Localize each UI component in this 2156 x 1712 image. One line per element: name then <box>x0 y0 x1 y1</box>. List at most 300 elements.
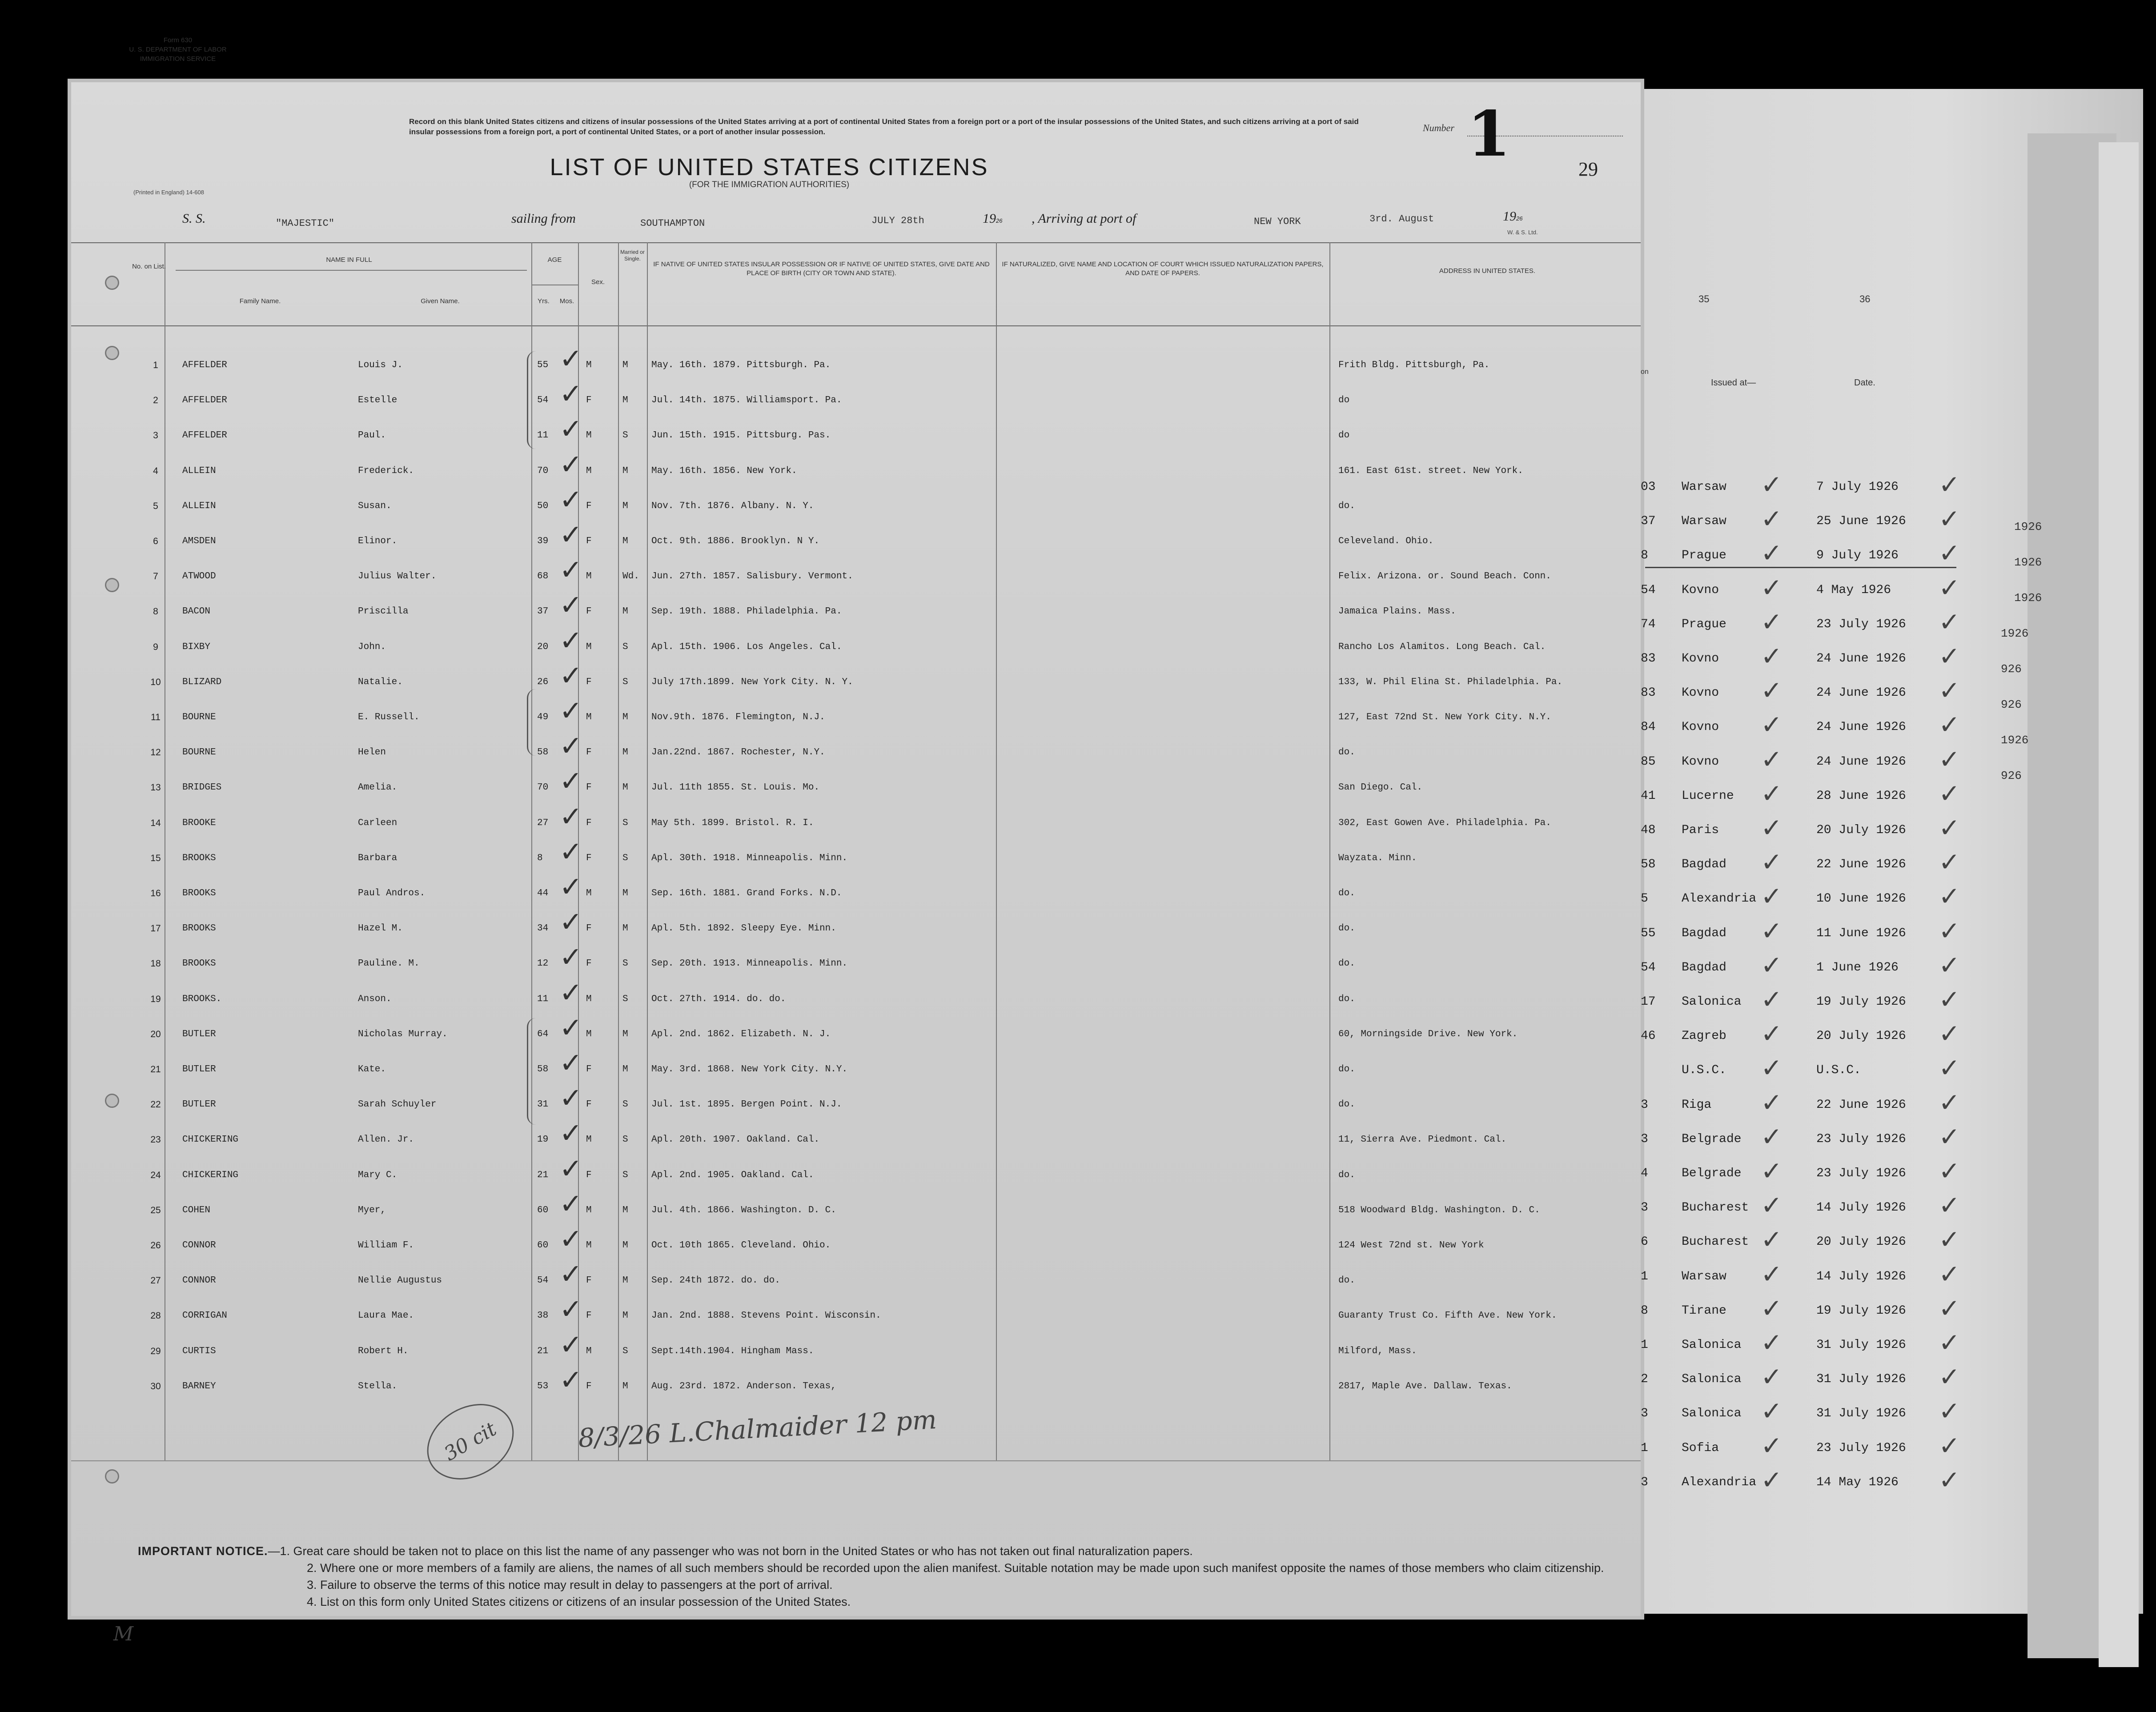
check-mark-icon: ✓ <box>559 589 582 621</box>
issued-place: Prague <box>1682 617 1726 631</box>
list-item <box>0 982 2156 1016</box>
us-address: 133, W. Phil Elina St. Philadelphia. Pa. <box>1338 677 1563 687</box>
issued-place: Bucharest <box>1682 1235 1749 1249</box>
given-name: Carleen <box>358 818 397 828</box>
col-naturalized: IF NATURALIZED, GIVE NAME AND LOCATION OF COURT WHICH ISSUED NATURALIZATION PAPERS, AND DATE OF PAPERS. <box>1002 261 1324 277</box>
row-number: 4 <box>153 465 158 476</box>
age-years: 44 <box>537 888 549 898</box>
given-name: William F. <box>358 1240 414 1251</box>
us-address: 124 West 72nd st. New York <box>1338 1240 1484 1251</box>
side-note: 1926 <box>2014 591 2042 605</box>
birth-date-place: Apl. 20th. 1907. Oakland. Cal. <box>651 1135 820 1145</box>
us-address: Wayzata. Minn. <box>1338 853 1417 863</box>
age-years: 31 <box>537 1099 549 1110</box>
check-mark-icon: ✓ <box>559 1293 582 1326</box>
age-years: 64 <box>537 1029 549 1039</box>
issued-date: 7 July 1926 <box>1816 480 1899 494</box>
birth-date-place: May 5th. 1899. Bristol. R. I. <box>651 818 814 828</box>
us-address: do. <box>1338 888 1355 898</box>
birth-date-place: Sep. 19th. 1888. Philadelphia. Pa. <box>651 606 842 617</box>
check-mark-icon: ✓ <box>1939 813 1960 843</box>
issued-place: Kovno <box>1682 686 1719 700</box>
check-mark-icon: ✓ <box>1939 1121 1960 1152</box>
issued-date: 24 June 1926 <box>1816 720 1906 734</box>
us-address: Felix. Arizona. or. Sound Beach. Conn. <box>1338 571 1551 582</box>
given-name: Frederick. <box>358 465 414 476</box>
row-number: 19 <box>150 994 161 1004</box>
punch-hole <box>105 346 119 360</box>
row-number: 13 <box>150 782 161 793</box>
sex: F <box>586 536 592 546</box>
sex: F <box>586 1064 592 1075</box>
marital-status: S <box>622 994 628 1004</box>
marital-status: M <box>622 606 628 617</box>
given-name: Kate. <box>358 1064 386 1075</box>
age-years: 34 <box>537 923 549 934</box>
marital-status: S <box>622 677 628 687</box>
given-name: Paul Andros. <box>358 888 426 898</box>
row-number: 37 <box>1641 514 1656 529</box>
check-mark-icon: ✓ <box>1939 1053 1960 1083</box>
issued-date: 20 July 1926 <box>1816 823 1906 837</box>
issued-date: 31 July 1926 <box>1816 1372 1906 1387</box>
marital-status: M <box>622 1311 628 1321</box>
marital-status: M <box>622 360 628 370</box>
check-mark-icon: ✓ <box>1939 710 1960 740</box>
row-number: 7 <box>153 571 158 582</box>
check-mark-icon: ✓ <box>1939 984 1960 1014</box>
check-mark-icon: ✓ <box>1761 1362 1783 1392</box>
us-address: 161. East 61st. street. New York. <box>1338 465 1523 476</box>
issued-place: Riga <box>1682 1098 1712 1112</box>
issued-date: 31 July 1926 <box>1816 1338 1906 1352</box>
us-address: do. <box>1338 1064 1355 1075</box>
check-mark-icon: ✓ <box>1761 710 1783 740</box>
check-mark-icon: ✓ <box>559 906 582 938</box>
check-mark-icon: ✓ <box>559 448 582 481</box>
issued-place: Lucerne <box>1682 789 1734 803</box>
age-years: 54 <box>537 1275 549 1286</box>
family-name: CORRIGAN <box>182 1311 227 1321</box>
birth-date-place: Oct. 9th. 1886. Brooklyn. N Y. <box>651 536 820 546</box>
marital-status: M <box>622 465 628 476</box>
marital-status: Wd. <box>622 571 639 582</box>
check-mark-icon: ✓ <box>1761 1259 1783 1289</box>
service-name: IMMIGRATION SERVICE <box>140 55 216 63</box>
check-mark-icon: ✓ <box>1939 572 1960 603</box>
row-number: 74 <box>1641 617 1656 631</box>
col-36-label: 36 <box>1859 293 1871 305</box>
age-years: 20 <box>537 641 549 652</box>
issued-place: Salonica <box>1682 995 1742 1009</box>
notice-item: 3. Failure to observe the terms of this notice may result in delay to passengers at the port of arrival. <box>307 1578 833 1592</box>
check-mark-icon: ✓ <box>559 1082 582 1115</box>
sex: F <box>586 1311 592 1321</box>
check-mark-icon: ✓ <box>559 413 582 445</box>
issued-date: 23 July 1926 <box>1816 1441 1906 1455</box>
sex: F <box>586 1099 592 1110</box>
punch-hole <box>105 276 119 290</box>
check-mark-icon: ✓ <box>1939 1156 1960 1186</box>
family-name: BACON <box>182 606 211 617</box>
issued-place: Bucharest <box>1682 1201 1749 1215</box>
issued-place: Bagdad <box>1682 926 1726 940</box>
row-number: 3 <box>1641 1098 1648 1112</box>
check-mark-icon: ✓ <box>1761 1190 1783 1221</box>
check-mark-icon: ✓ <box>1761 881 1783 912</box>
family-name: BLIZARD <box>182 677 222 687</box>
check-mark-icon: ✓ <box>1761 1087 1783 1118</box>
issued-date: 4 May 1926 <box>1816 583 1891 597</box>
check-mark-icon: ✓ <box>1761 1053 1783 1083</box>
issued-date: 14 May 1926 <box>1816 1475 1899 1489</box>
check-mark-icon: ✓ <box>1761 675 1783 706</box>
issued-date: 19 July 1926 <box>1816 1303 1906 1318</box>
col-family-name: Family Name. <box>239 297 281 305</box>
family-name: BUTLER <box>182 1064 216 1075</box>
check-mark-icon: ✓ <box>1761 641 1783 671</box>
row-number: 21 <box>150 1064 161 1075</box>
list-item <box>0 810 2156 844</box>
issued-date: 23 July 1926 <box>1816 1167 1906 1180</box>
side-note: 926 <box>2001 662 2022 676</box>
col-age: AGE <box>547 256 562 264</box>
list-item <box>0 1291 2156 1325</box>
given-name: Louis J. <box>358 360 403 370</box>
given-name: Julius Walter. <box>358 571 437 582</box>
check-mark-icon: ✓ <box>559 624 582 657</box>
issued-place: Warsaw <box>1682 1269 1726 1283</box>
check-mark-icon: ✓ <box>1939 847 1960 878</box>
birth-date-place: Apl. 5th. 1892. Sleepy Eye. Minn. <box>651 923 836 934</box>
check-mark-icon: ✓ <box>1939 744 1960 774</box>
printer-mark: W. & S. Ltd. <box>1507 229 1538 236</box>
check-mark-icon: ✓ <box>559 1223 582 1255</box>
row-number: 6 <box>153 536 158 546</box>
sex: M <box>586 430 592 441</box>
issued-date: 20 July 1926 <box>1816 1235 1906 1249</box>
family-name: BUTLER <box>182 1099 216 1110</box>
age-years: 70 <box>537 465 549 476</box>
issued-date: U.S.C. <box>1816 1063 1861 1078</box>
side-note: 1926 <box>2014 556 2042 569</box>
age-years: 68 <box>537 571 549 582</box>
sex: M <box>586 1029 592 1039</box>
list-item <box>0 467 2156 501</box>
issued-place: Bagdad <box>1682 960 1726 974</box>
col-mos: Mos. <box>559 297 574 305</box>
row-number: 18 <box>150 958 161 969</box>
given-name: Pauline. M. <box>358 958 420 969</box>
check-mark-icon: ✓ <box>1761 1430 1783 1461</box>
marital-status: M <box>622 1064 628 1075</box>
marital-status: M <box>622 747 628 758</box>
issued-place: Zagreb <box>1682 1029 1726 1043</box>
issued-date: 1 June 1926 <box>1816 960 1899 974</box>
arriving-label: , Arriving at port of <box>1032 211 1136 226</box>
birth-date-place: Apl. 2nd. 1905. Oakland. Cal. <box>651 1170 814 1180</box>
row-number: 8 <box>1641 1303 1648 1318</box>
col-yrs: Yrs. <box>538 297 550 305</box>
check-mark-icon: ✓ <box>1761 538 1783 569</box>
birth-date-place: Sept.14th.1904. Hingham Mass. <box>651 1346 814 1356</box>
issued-date: 24 June 1926 <box>1816 754 1906 769</box>
list-item <box>0 1085 2156 1119</box>
row-number: 10 <box>150 677 161 687</box>
row-number: 3 <box>153 430 158 441</box>
family-name: BROOKS <box>182 853 216 863</box>
table-row <box>0 413 1645 452</box>
col-given-name: Given Name. <box>421 297 460 305</box>
marital-status: S <box>622 1135 628 1145</box>
row-number: 26 <box>150 1240 161 1251</box>
check-mark-icon: ✓ <box>1761 504 1783 534</box>
list-item <box>0 878 2156 913</box>
issued-date: 9 July 1926 <box>1816 549 1899 563</box>
us-address: do <box>1338 430 1350 441</box>
list-item <box>0 913 2156 947</box>
us-address: 60, Morningside Drive. New York. <box>1338 1029 1518 1039</box>
check-mark-icon: ✓ <box>559 800 582 833</box>
sex: M <box>586 994 592 1004</box>
us-address: do. <box>1338 1275 1355 1286</box>
row-number: 3 <box>1641 1201 1648 1215</box>
birth-date-place: July 17th.1899. New York City. N. Y. <box>651 677 853 687</box>
row-number: 5 <box>153 501 158 511</box>
sex: M <box>586 641 592 652</box>
age-years: 26 <box>537 677 549 687</box>
row-number: 83 <box>1641 652 1656 666</box>
notice-item: 4. List on this form only United States citizens or citizens of an insular possession of the United States. <box>307 1595 851 1608</box>
sex: M <box>586 1346 592 1356</box>
age-years: 53 <box>537 1381 549 1391</box>
check-mark-icon: ✓ <box>559 518 582 551</box>
row-number: 16 <box>150 888 161 898</box>
birth-date-place: May. 3rd. 1868. New York City. N.Y. <box>651 1064 848 1075</box>
us-address: do. <box>1338 501 1355 511</box>
list-item <box>0 1256 2156 1291</box>
family-name: CHICKERING <box>182 1135 239 1145</box>
check-mark-icon: ✓ <box>1939 675 1960 706</box>
us-address: do <box>1338 395 1350 406</box>
issued-date: 22 June 1926 <box>1816 858 1906 872</box>
list-item <box>0 1393 2156 1427</box>
family-name: ALLEIN <box>182 465 216 476</box>
us-address: Jamaica Plains. Mass. <box>1338 606 1456 617</box>
check-mark-icon: ✓ <box>559 1117 582 1150</box>
check-mark-icon: ✓ <box>1761 813 1783 843</box>
us-address: Guaranty Trust Co. Fifth Ave. New York. <box>1338 1311 1557 1321</box>
year-value: 26 <box>1516 215 1523 222</box>
sex: F <box>586 1170 592 1180</box>
family-name: BROOKE <box>182 818 216 828</box>
issued-date: 14 July 1926 <box>1816 1201 1906 1215</box>
check-mark-icon: ✓ <box>559 835 582 868</box>
family-name: COHEN <box>182 1205 211 1215</box>
family-name: BROOKS <box>182 888 216 898</box>
check-mark-icon: ✓ <box>559 659 582 692</box>
age-years: 11 <box>537 430 549 441</box>
us-address: Rancho Los Alamitos. Long Beach. Cal. <box>1338 641 1546 652</box>
side-note: 1926 <box>2014 520 2042 533</box>
check-mark-icon: ✓ <box>1939 606 1960 637</box>
issued-date: 24 June 1926 <box>1816 652 1906 666</box>
given-name: Sarah Schuyler <box>358 1099 437 1110</box>
check-mark-icon: ✓ <box>1761 469 1783 500</box>
check-mark-icon: ✓ <box>1939 641 1960 671</box>
issued-at-label: Issued at— <box>1711 378 1756 388</box>
given-name: Amelia. <box>358 782 397 793</box>
issued-place: Paris <box>1682 823 1719 837</box>
sex: F <box>586 853 592 863</box>
birth-date-place: Nov.9th. 1876. Flemington, N.J. <box>651 712 825 722</box>
row-number: 83 <box>1641 686 1656 700</box>
issued-date: 28 June 1926 <box>1816 789 1906 803</box>
birth-date-place: Apl. 15th. 1906. Los Angeles. Cal. <box>651 641 842 652</box>
marital-status: M <box>622 1381 628 1391</box>
marital-status: M <box>622 1205 628 1215</box>
issued-date: 22 June 1926 <box>1816 1098 1906 1112</box>
marital-status: S <box>622 1170 628 1180</box>
row-number: 25 <box>150 1205 161 1215</box>
check-mark-icon: ✓ <box>1939 1018 1960 1049</box>
age-years: 60 <box>537 1205 549 1215</box>
age-years: 21 <box>537 1170 549 1180</box>
list-item <box>0 947 2156 982</box>
given-name: Robert H. <box>358 1346 409 1356</box>
given-name: E. Russell. <box>358 712 420 722</box>
check-mark-icon: ✓ <box>559 553 582 586</box>
side-note: 926 <box>2001 698 2022 711</box>
given-name: Laura Mae. <box>358 1311 414 1321</box>
check-mark-icon: ✓ <box>1939 778 1960 809</box>
birth-date-place: Aug. 23rd. 1872. Anderson. Texas, <box>651 1381 836 1391</box>
family-name: BARNEY <box>182 1381 216 1391</box>
marital-status: S <box>622 853 628 863</box>
issued-place: Alexandria <box>1682 892 1757 906</box>
us-address: 2817, Maple Ave. Dallaw. Texas. <box>1338 1381 1512 1391</box>
us-address: 518 Woodward Bldg. Washington. D. C. <box>1338 1205 1540 1215</box>
check-mark-icon: ✓ <box>1761 1327 1783 1358</box>
year-prefix: 19 <box>1503 209 1516 224</box>
age-years: 38 <box>537 1311 549 1321</box>
row-number: 41 <box>1641 789 1656 803</box>
given-name: Myer, <box>358 1205 386 1215</box>
us-address: 11, Sierra Ave. Piedmont. Cal. <box>1338 1135 1507 1145</box>
list-item <box>0 570 2156 604</box>
sex: F <box>586 395 592 406</box>
check-mark-icon: ✓ <box>1761 1121 1783 1152</box>
given-name: Barbara <box>358 853 397 863</box>
side-note: 1926 <box>2001 734 2029 747</box>
issued-date: 20 July 1926 <box>1816 1029 1906 1043</box>
row-number: 1 <box>1641 1338 1648 1352</box>
list-item <box>0 1462 2156 1496</box>
check-mark-icon: ✓ <box>559 1187 582 1220</box>
list-item <box>0 501 2156 535</box>
age-years: 8 <box>537 853 543 863</box>
list-item <box>0 1187 2156 1222</box>
row-number: 9 <box>153 641 158 652</box>
issued-place: Salonica <box>1682 1407 1742 1421</box>
marital-status: S <box>622 430 628 441</box>
issued-place: Sofia <box>1682 1441 1719 1455</box>
check-mark-icon: ✓ <box>1761 1018 1783 1049</box>
port-from: SOUTHAMPTON <box>640 218 705 229</box>
family-name: AFFELDER <box>182 430 227 441</box>
margin-mark: M <box>113 1623 134 1645</box>
sex: F <box>586 782 592 793</box>
check-mark-icon: ✓ <box>1761 744 1783 774</box>
given-name: Hazel M. <box>358 923 403 934</box>
sex: F <box>586 606 592 617</box>
check-mark-icon: ✓ <box>1939 1224 1960 1255</box>
birth-date-place: Jul. 4th. 1866. Washington. D. C. <box>651 1205 836 1215</box>
issued-date: 23 July 1926 <box>1816 617 1906 631</box>
row-number: 30 <box>150 1381 161 1391</box>
list-item <box>0 776 2156 810</box>
family-name: BUTLER <box>182 1029 216 1039</box>
age-years: 55 <box>537 360 549 370</box>
circled-count-note: 30 cit <box>414 1389 527 1495</box>
row-number: 1 <box>153 360 158 370</box>
marital-status: M <box>622 501 628 511</box>
birth-date-place: May. 16th. 1856. New York. <box>651 465 797 476</box>
check-mark-icon: ✓ <box>1761 572 1783 603</box>
row-number: 8 <box>1641 549 1648 563</box>
list-item <box>0 1050 2156 1084</box>
family-name: CHICKERING <box>182 1170 239 1180</box>
family-name: CURTIS <box>182 1346 216 1356</box>
important-notice: IMPORTANT NOTICE.—1. Great care should be taken not to place on this list the name of any passenger who was not born in the United States or who has not taken out final naturalization papers. 2. Where one or more members of a family are aliens, the names of all such members should be recorded upon the alien manifest. Suitable notation may be made upon such manifest opposite the names of those members who claim citizenship. 3. Failure to observe the terms of this notice may result in delay to passengers at the port of arrival. 4. List on this form only United States citizens or citizens of an insular possession of the United States. <box>138 1543 1618 1610</box>
family-name: ALLEIN <box>182 501 216 511</box>
issued-place: Salonica <box>1682 1372 1742 1387</box>
row-number: 1 <box>1641 1269 1648 1283</box>
given-name: Allen. Jr. <box>358 1135 414 1145</box>
given-name: Mary C. <box>358 1170 397 1180</box>
age-years: 50 <box>537 501 549 511</box>
sex: M <box>586 712 592 722</box>
given-name: Estelle <box>358 395 397 406</box>
issued-place: Kovno <box>1682 583 1719 597</box>
family-name: ATWOOD <box>182 571 216 582</box>
given-name: Paul. <box>358 430 386 441</box>
list-item <box>0 673 2156 707</box>
row-number: 46 <box>1641 1029 1656 1043</box>
table-row <box>0 377 1645 417</box>
check-mark-icon: ✓ <box>1939 1430 1960 1461</box>
marital-status: S <box>622 641 628 652</box>
ship-name: "MAJESTIC" <box>276 218 335 229</box>
sex: M <box>586 465 592 476</box>
us-address: Milford, Mass. <box>1338 1346 1417 1356</box>
row-number: 15 <box>150 853 161 863</box>
row-number: 20 <box>150 1029 161 1039</box>
age-years: 27 <box>537 818 549 828</box>
marital-status: M <box>622 782 628 793</box>
number-label: Number <box>1423 122 1454 133</box>
birth-date-place: May. 16th. 1879. Pittsburgh. Pa. <box>651 360 831 370</box>
age-years: 19 <box>537 1135 549 1145</box>
issued-date: 25 June 1926 <box>1816 514 1906 529</box>
issued-place: Kovno <box>1682 720 1719 734</box>
check-mark-icon: ✓ <box>1939 1327 1960 1358</box>
form-header <box>80 36 276 64</box>
marital-status: M <box>622 923 628 934</box>
check-mark-icon: ✓ <box>559 870 582 903</box>
given-name: Natalie. <box>358 677 403 687</box>
age-years: 21 <box>537 1346 549 1356</box>
